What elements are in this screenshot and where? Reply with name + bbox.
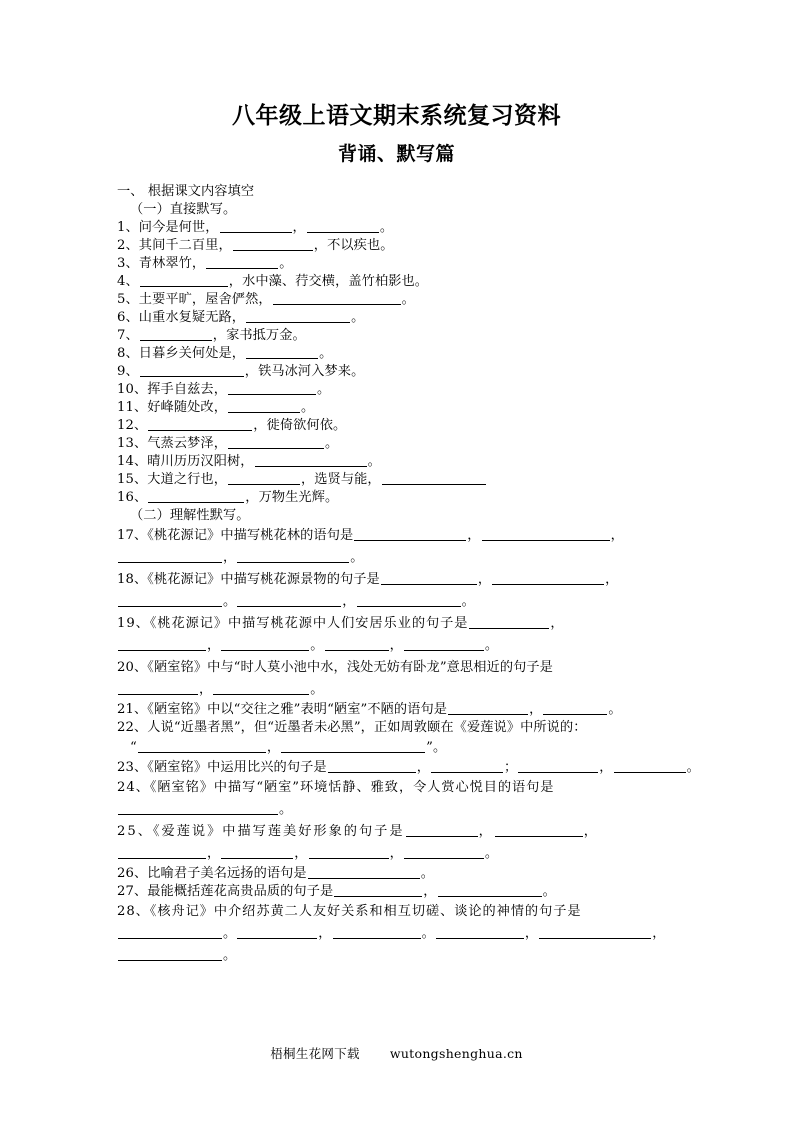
fill-item-6 xyxy=(117,309,677,327)
fill-item-15 xyxy=(117,471,677,489)
quote-close: ”。 xyxy=(426,740,447,755)
fill-item-12 xyxy=(117,417,677,435)
item-text: ， xyxy=(599,760,613,775)
fill-item-22-line2 xyxy=(117,737,677,759)
item-text: 27、最能概括莲花高贵品质的句子是 xyxy=(117,884,334,899)
item-text: ， xyxy=(223,550,237,565)
item-text: ， xyxy=(292,220,306,235)
item-text: 15、大道之行也， xyxy=(117,472,227,487)
answer-blank[interactable] xyxy=(148,489,244,503)
fill-item-8 xyxy=(117,345,677,363)
fill-item-24-line2 xyxy=(117,799,677,821)
item-text: ， xyxy=(423,884,437,899)
item-text: ，铁马冰河入梦来。 xyxy=(244,364,365,379)
fill-item-19-line1 xyxy=(117,613,677,635)
answer-blank[interactable] xyxy=(404,845,484,859)
item-text: ，水中藻、荇交横，盖竹柏影也。 xyxy=(228,274,429,289)
item-text: ， xyxy=(467,528,481,543)
answer-blank[interactable] xyxy=(246,345,318,359)
fill-item-14 xyxy=(117,453,677,471)
item-text: 9、 xyxy=(117,364,139,379)
footer-site-name: 梧桐生花网下载 xyxy=(270,1046,360,1061)
fill-item-4 xyxy=(117,273,677,291)
fill-item-22-line1: 22、人说“近墨者黑”，但“近墨者未必黑”，正如周敦颐在《爱莲说》中所说的： xyxy=(117,720,587,735)
item-text: 。 xyxy=(310,682,324,697)
item-text: 。 xyxy=(484,638,499,653)
answer-blank[interactable] xyxy=(228,399,300,413)
answer-blank[interactable] xyxy=(237,593,341,607)
item-text: 。 xyxy=(401,292,415,307)
answer-blank[interactable] xyxy=(382,471,486,485)
fill-item-10 xyxy=(117,381,677,399)
answer-blank[interactable] xyxy=(333,925,421,939)
item-text: ， xyxy=(389,846,403,861)
item-text: ， xyxy=(605,572,619,587)
item-text: 。 xyxy=(223,926,237,941)
item-text: 。 xyxy=(421,926,435,941)
item-text: ， xyxy=(524,926,539,941)
item-text: 6、山重水复疑无路， xyxy=(117,310,246,325)
answer-blank[interactable] xyxy=(213,681,309,695)
answer-blank[interactable] xyxy=(354,527,466,541)
item-text: 8、日暮乡关何处是， xyxy=(117,346,246,361)
fill-item-25-line1 xyxy=(117,821,677,843)
item-text: 。 xyxy=(608,702,622,717)
answer-blank[interactable] xyxy=(325,637,389,651)
quote-open: “ xyxy=(130,740,137,755)
answer-blank[interactable] xyxy=(118,681,198,695)
answer-blank[interactable] xyxy=(357,593,461,607)
item-text: ， xyxy=(207,846,221,861)
item-text: ， xyxy=(318,926,332,941)
fill-item-28-line3 xyxy=(117,945,677,967)
item-text: 21、《陋室铭》中以“交往之雅”表明“陋室”不陋的语句是 xyxy=(117,702,448,717)
fill-item-2 xyxy=(117,237,677,255)
answer-blank[interactable] xyxy=(118,845,206,859)
fill-item-21 xyxy=(117,701,677,719)
part-one-label: （一）直接默写。 xyxy=(130,202,237,217)
item-text: 19、《桃花源记》中描写桃花源中人们安居乐业的句子是 xyxy=(117,616,469,631)
item-text: 。 xyxy=(325,436,339,451)
answer-blank[interactable] xyxy=(246,309,350,323)
item-text: 26、比喻君子美名远扬的语句是 xyxy=(117,866,307,881)
page-footer xyxy=(0,1044,793,1062)
answer-blank[interactable] xyxy=(237,925,317,939)
answer-blank[interactable] xyxy=(406,823,478,837)
footer-site-url: wutongshenghua.cn xyxy=(389,1046,523,1061)
fill-item-24-line1: 24、《陋室铭》中描写“陋室”环境恬静、雅致，令人赏心悦目的语句是 xyxy=(117,780,555,795)
item-text: 23、《陋室铭》中运用比兴的句子是 xyxy=(117,760,327,775)
answer-blank[interactable] xyxy=(334,883,422,897)
section-heading-one: 一、 根据课文内容填空 xyxy=(117,184,255,199)
item-text: 。 xyxy=(301,400,315,415)
item-text: ， xyxy=(652,926,666,941)
answer-blank[interactable] xyxy=(220,219,292,233)
item-text: 。 xyxy=(379,220,394,235)
answer-blank[interactable] xyxy=(206,255,278,269)
item-text: ，徙倚欲何依。 xyxy=(253,418,347,433)
item-text: ， xyxy=(416,760,430,775)
item-text: 18、《桃花源记》中描写桃花源景物的句子是 xyxy=(117,572,380,587)
answer-blank[interactable] xyxy=(492,571,604,585)
item-text: ，选贤与能， xyxy=(301,472,381,487)
item-text: 16、 xyxy=(117,490,148,505)
fill-item-13 xyxy=(117,435,677,453)
answer-blank[interactable] xyxy=(118,925,222,939)
item-text: 17、《桃花源记》中描写桃花林的语句是 xyxy=(117,528,354,543)
item-text: ， xyxy=(550,616,565,631)
fill-item-11 xyxy=(117,399,677,417)
answer-blank[interactable] xyxy=(438,883,542,897)
item-text: ， xyxy=(583,824,599,839)
item-text: 25、《爱莲说》中描写莲美好形象的句子是 xyxy=(117,824,405,839)
answer-blank[interactable] xyxy=(381,571,477,585)
fill-item-7 xyxy=(117,327,677,345)
fill-item-16 xyxy=(117,489,677,507)
fill-item-18-line2 xyxy=(117,591,677,613)
item-text: 5、土要平旷，屋舍俨然， xyxy=(117,292,272,307)
answer-blank[interactable] xyxy=(118,801,278,815)
fill-item-20-line1: 20、《陋室铭》中与“时人莫小池中水，浅处无妨有卧龙”意思相近的句子是 xyxy=(117,660,553,675)
item-text: 。 xyxy=(223,948,237,963)
answer-blank[interactable] xyxy=(140,327,212,341)
answer-blank[interactable] xyxy=(543,701,607,715)
item-text: ， xyxy=(266,740,281,755)
answer-blank[interactable] xyxy=(273,291,401,305)
answer-blank[interactable] xyxy=(431,759,503,773)
answer-blank[interactable] xyxy=(307,219,379,233)
answer-blank[interactable] xyxy=(148,417,252,431)
fill-item-26 xyxy=(117,865,677,883)
item-text: 。 xyxy=(310,638,324,653)
fill-item-28-line1: 28、《核舟记》中介绍苏黄二人友好关系和相互切磋、谈论的神情的句子是 xyxy=(117,904,582,919)
answer-blank[interactable] xyxy=(228,381,316,395)
answer-blank[interactable] xyxy=(539,925,651,939)
item-text: ， xyxy=(342,594,356,609)
page-title: 八年级上语文期末系统复习资料 xyxy=(232,103,561,129)
page-subtitle: 背诵、默写篇 xyxy=(337,143,455,165)
item-text: 7、 xyxy=(117,328,139,343)
fill-item-27 xyxy=(117,883,677,901)
fill-item-3 xyxy=(117,255,677,273)
item-text: ，家书抵万金。 xyxy=(212,328,306,343)
answer-blank[interactable] xyxy=(308,865,420,879)
item-text: 。 xyxy=(319,346,333,361)
item-text: 。 xyxy=(686,760,700,775)
item-text: 10、挥手自兹去， xyxy=(117,382,227,397)
answer-blank[interactable] xyxy=(281,739,425,753)
item-text: 11、好峰随处改， xyxy=(117,400,227,415)
fill-item-19-line2 xyxy=(117,635,677,657)
answer-blank[interactable] xyxy=(233,237,313,251)
answer-blank[interactable] xyxy=(482,527,610,541)
item-text: ； xyxy=(504,760,518,775)
item-text: 。 xyxy=(367,454,381,469)
answer-blank[interactable] xyxy=(518,759,598,773)
item-text: ，万物生光辉。 xyxy=(245,490,339,505)
item-text: ， xyxy=(294,846,308,861)
item-text: 12、 xyxy=(117,418,148,433)
answer-blank[interactable] xyxy=(118,593,222,607)
item-text: 。 xyxy=(351,310,365,325)
item-text: 3、青林翠竹， xyxy=(117,256,206,271)
item-text: 。 xyxy=(223,594,237,609)
answer-blank[interactable] xyxy=(228,435,324,449)
answer-blank[interactable] xyxy=(469,615,549,629)
answer-blank[interactable] xyxy=(118,637,206,651)
answer-blank[interactable] xyxy=(436,925,524,939)
answer-blank[interactable] xyxy=(255,453,367,467)
fill-item-17-line1 xyxy=(117,525,677,547)
part-two-label: （二）理解性默写。 xyxy=(130,508,250,523)
item-text: 。 xyxy=(279,802,293,817)
answer-blank[interactable] xyxy=(140,363,244,377)
item-text: 。 xyxy=(350,550,364,565)
answer-blank[interactable] xyxy=(614,759,686,773)
item-text: 。 xyxy=(279,256,293,271)
answer-blank[interactable] xyxy=(448,701,528,715)
item-text: 。 xyxy=(420,866,435,881)
document-body xyxy=(117,183,700,967)
fill-item-5 xyxy=(117,291,677,309)
item-text: ， xyxy=(478,824,494,839)
fill-item-18-line1 xyxy=(117,569,677,591)
answer-blank[interactable] xyxy=(118,549,222,563)
answer-blank[interactable] xyxy=(221,637,309,651)
fill-item-20-line2 xyxy=(117,679,677,701)
item-text: 2、其间千二百里， xyxy=(117,238,232,253)
answer-blank[interactable] xyxy=(309,845,389,859)
answer-blank[interactable] xyxy=(328,759,416,773)
item-text: ，不以疾也。 xyxy=(313,238,394,253)
item-text: 。 xyxy=(484,846,499,861)
item-text: 4、 xyxy=(117,274,139,289)
item-text: ， xyxy=(610,528,624,543)
fill-item-25-line2 xyxy=(117,843,677,865)
answer-blank[interactable] xyxy=(228,471,300,485)
answer-blank[interactable] xyxy=(140,273,228,287)
fill-item-28-line2 xyxy=(117,923,677,945)
answer-blank[interactable] xyxy=(495,823,583,837)
item-text: 1、问今是何世， xyxy=(117,220,219,235)
answer-blank[interactable] xyxy=(221,845,293,859)
item-text: ， xyxy=(529,702,543,717)
answer-blank[interactable] xyxy=(118,947,222,961)
item-text: 。 xyxy=(317,382,331,397)
item-text: 13、气蒸云梦泽， xyxy=(117,436,227,451)
item-text: ， xyxy=(199,682,213,697)
answer-blank[interactable] xyxy=(237,549,349,563)
item-text: ， xyxy=(477,572,492,587)
fill-item-9 xyxy=(117,363,677,381)
answer-blank[interactable] xyxy=(138,739,266,753)
fill-item-23 xyxy=(117,759,700,777)
fill-item-17-line2 xyxy=(117,547,677,569)
item-text: 14、晴川历历汉阳树， xyxy=(117,454,254,469)
item-text: ， xyxy=(207,638,221,653)
item-text: 。 xyxy=(461,594,475,609)
fill-item-1 xyxy=(117,219,677,237)
answer-blank[interactable] xyxy=(404,637,484,651)
item-text: 。 xyxy=(542,884,556,899)
item-text: ， xyxy=(389,638,403,653)
